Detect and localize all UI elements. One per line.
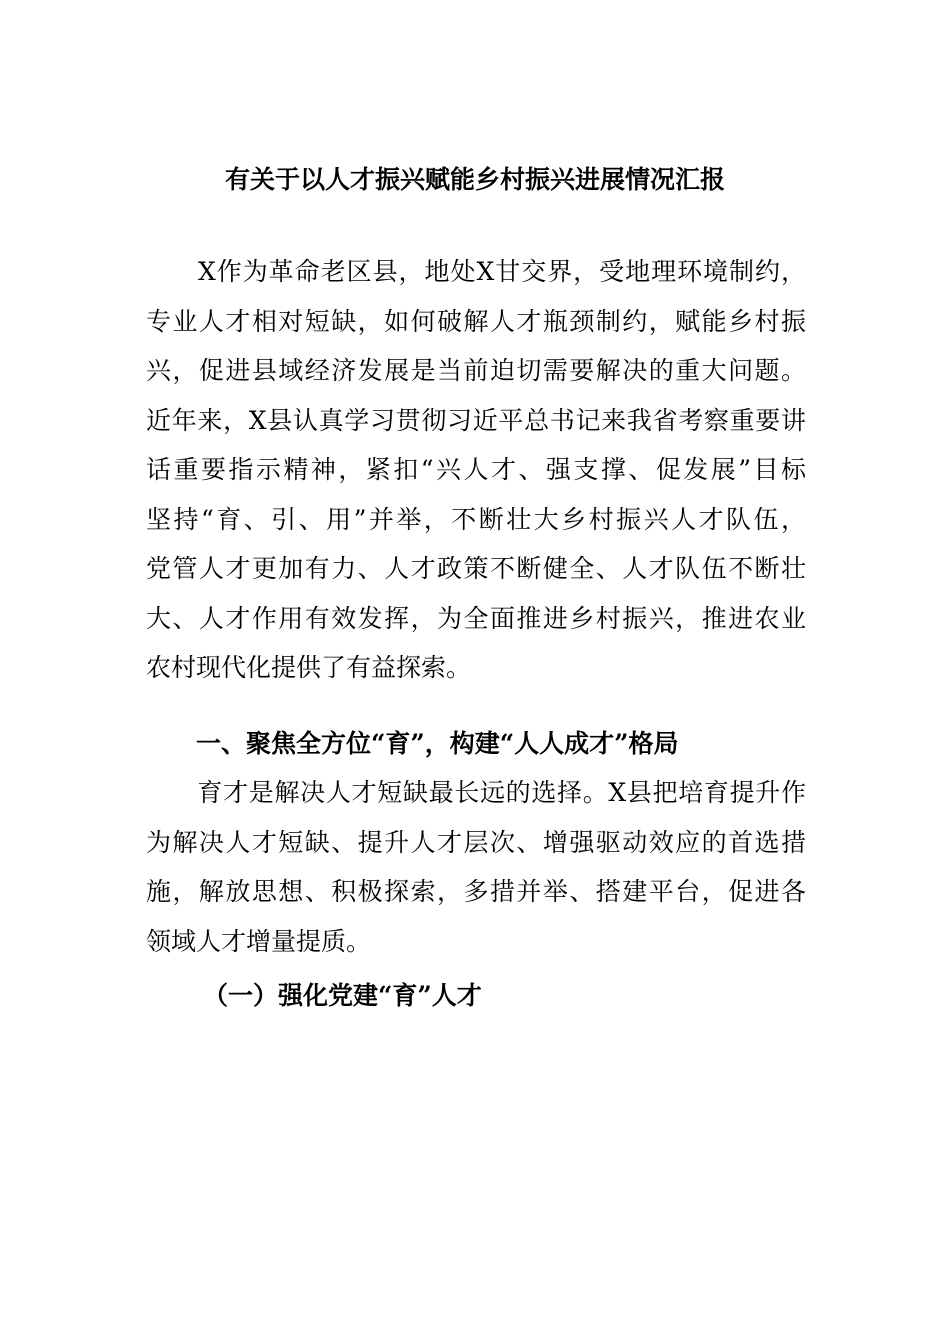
paragraph-line: 农村现代化提供了有益探索。 bbox=[146, 653, 472, 682]
paragraph-line: 近年来，X县认真学习贯彻习近平总书记来我省考察重要讲 bbox=[146, 405, 806, 435]
paragraph-line: 大、人才作用有效发挥，为全面推进乡村振兴，推进农业 bbox=[146, 603, 806, 633]
paragraph-line: 党管人才更加有力、人才政策不断健全、人才队伍不断壮 bbox=[146, 554, 806, 583]
subsection-heading-1: （一）强化党建“育”人才 bbox=[203, 981, 482, 1010]
paragraph-line: 专业人才相对短缺，如何破解人才瓶颈制约，赋能乡村振 bbox=[146, 306, 806, 336]
paragraph-line: 施，解放思想、积极探索，多措并举、搭建平台，促进各 bbox=[146, 877, 806, 906]
paragraph-line: 育才是解决人才短缺最长远的选择。X县把培育提升作 bbox=[146, 778, 806, 807]
paragraph-section-1 bbox=[146, 768, 806, 966]
paragraph-line: 领域人才增量提质。 bbox=[146, 926, 372, 956]
paragraph-line: X作为革命老区县，地处X甘交界，受地理环境制约， bbox=[146, 257, 806, 286]
paragraph-line: 为解决人才短缺、提升人才层次、增强驱动效应的首选措 bbox=[146, 827, 806, 857]
paragraph-line: 坚持“育、引、用”并举，不断壮大乡村振兴人才队伍， bbox=[146, 504, 806, 534]
paragraph-line: 兴，促进县域经济发展是当前迫切需要解决的重大问题。 bbox=[146, 356, 806, 385]
paragraph-line: 话重要指示精神，紧扣“兴人才、强支撑、促发展”目标 bbox=[146, 455, 806, 484]
paragraph-intro bbox=[146, 247, 806, 693]
section-heading-1: 一、聚焦全方位“育”，构建“人人成才”格局 bbox=[196, 729, 679, 758]
document-title: 有关于以人才振兴赋能乡村振兴进展情况汇报 bbox=[224, 165, 725, 194]
